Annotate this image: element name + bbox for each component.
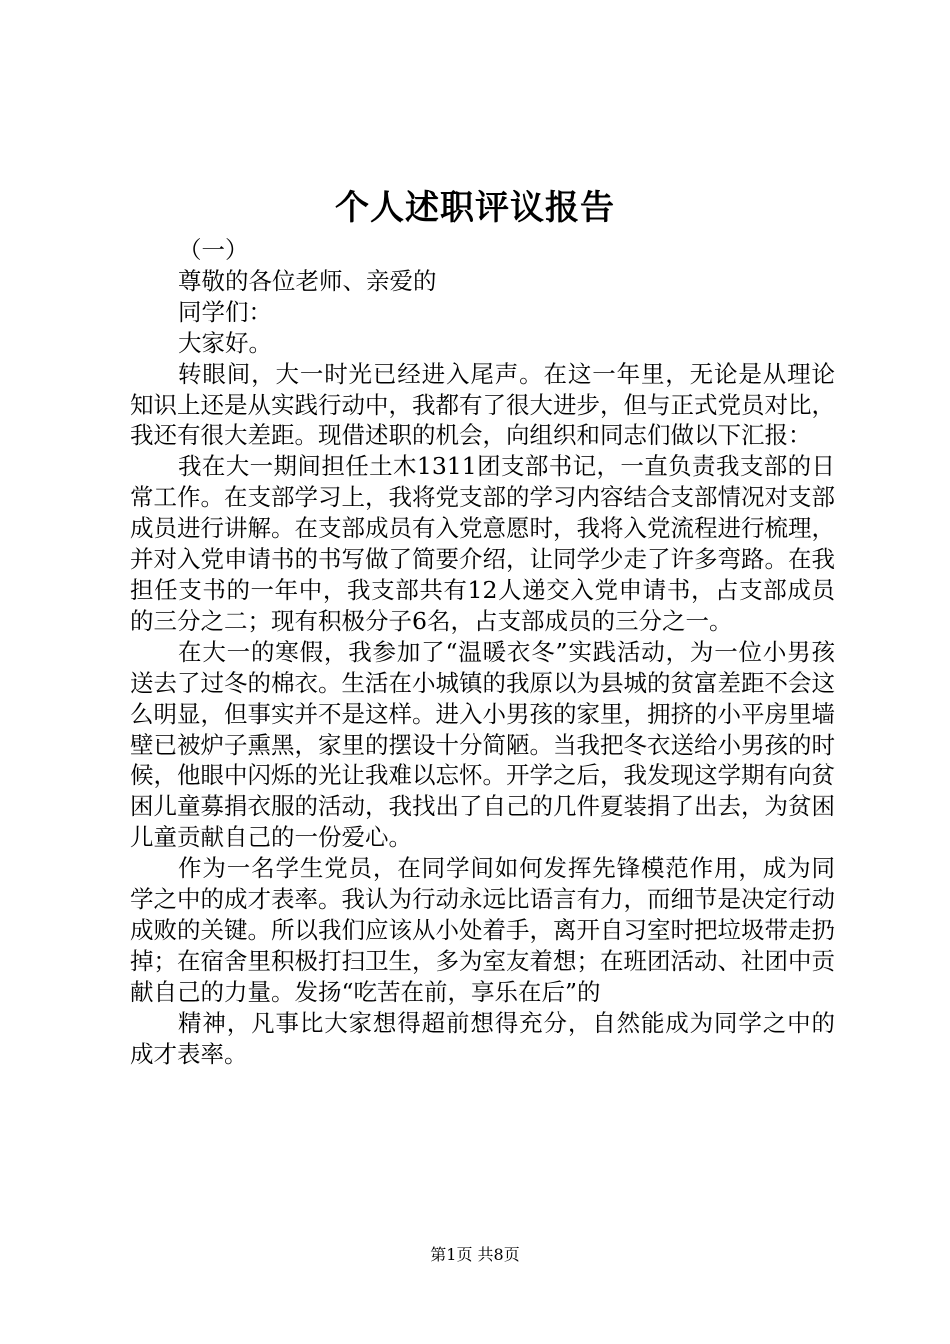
paragraph-salutation: 尊敬的各位老师、亲爱的	[178, 266, 437, 295]
paragraph-spirit: 精神，凡事比大家想得超前想得充分，自然能成为同学之中的成才表率。	[130, 1008, 835, 1068]
document-title: 个人述职评议报告	[335, 188, 615, 228]
document-body	[130, 235, 835, 1069]
paragraph-greeting: 大家好。	[178, 328, 272, 357]
paragraph-winter-activity: 在大一的寒假，我参加了“温暖衣冬”实践活动，为一位小男孩送去了过冬的棉衣。生活在小城镇的我原以为县城的贫富差距不会这么明显，但事实并不是这样。进入小男孩的家里，拥挤的小平房里墙壁已被炉子熏黑，家里的摆设十分简陋。当我把冬衣送给小男孩的时候，他眼中闪烁的光让我难以忘怀。开学之后，我发现这学期有向贫困儿童募捐衣服的活动，我找出了自己的几件夏装捐了出去，为贫困儿童贡献自己的一份爱心。	[130, 637, 835, 852]
paragraph-salutation-cont: 同学们：	[178, 297, 272, 326]
page-indicator: 第1页 共8页	[430, 1245, 520, 1264]
paragraph-branch-work: 我在大一期间担任土木1311团支部书记，一直负责我支部的日常工作。在支部学习上，我将党支部的学习内容结合支部情况对支部成员进行讲解。在支部成员有入党意愿时，我将入党流程进行梳理，并对入党申请书的书写做了简要介绍，让同学少走了许多弯路。在我担任支书的一年中，我支部共有12人递交入党申请书，占支部成员的三分之二；现有积极分子6名，占支部成员的三分之一。	[130, 452, 835, 635]
paragraph-role-model: 作为一名学生党员，在同学间如何发挥先锋模范作用，成为同学之中的成才表率。我认为行动永远比语言有力，而细节是决定行动成败的关键。所以我们应该从小处着手，离开自习室时把垃圾带走扔掉；在宿舍里积极打扫卫生，多为室友着想；在班团活动、社团中贡献自己的力量。发扬“吃苦在前，享乐在后”的	[130, 854, 835, 1006]
paragraph-section-number: （一）	[178, 236, 249, 264]
paragraph-intro: 转眼间，大一时光已经进入尾声。在这一年里，无论是从理论知识上还是从实践行动中，我都有了很大进步，但与正式党员对比，我还有很大差距。现借述职的机会，向组织和同志们做以下汇报：	[130, 359, 835, 450]
